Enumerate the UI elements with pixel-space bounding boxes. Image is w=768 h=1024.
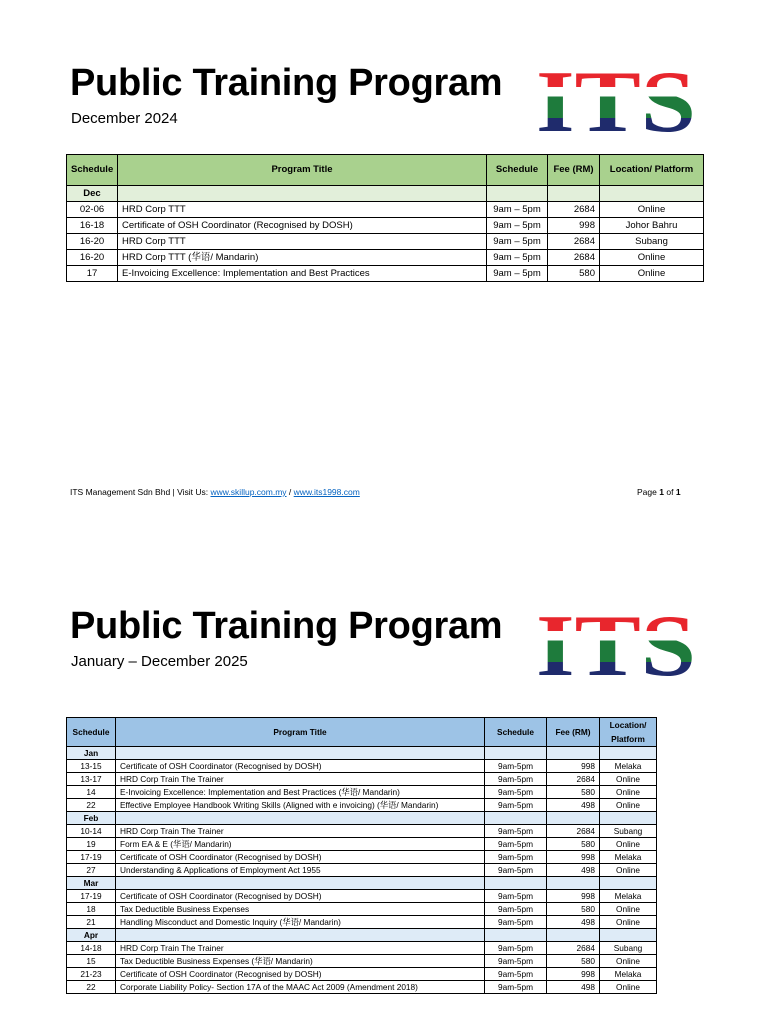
cell-location: Online [600, 864, 657, 877]
table-row [67, 218, 704, 234]
page-subtitle: January – December 2025 [71, 653, 248, 670]
cell-fee: 998 [547, 851, 600, 864]
table-row [67, 760, 657, 773]
cell-location: Subang [600, 942, 657, 955]
cell-date: 19 [67, 838, 116, 851]
cell-time: 9am – 5pm [487, 234, 548, 250]
cell-fee: 998 [547, 968, 600, 981]
cell-date: 22 [67, 799, 116, 812]
cell-date: 16-20 [67, 250, 118, 266]
page-total: 1 [675, 487, 681, 497]
page-title: Public Training Program [70, 62, 503, 104]
table-row [67, 838, 657, 851]
table-row [67, 864, 657, 877]
cell-location: Online [600, 981, 657, 994]
cell-time: 9am – 5pm [487, 202, 548, 218]
cell-program-title: HRD Corp TTT [118, 234, 487, 250]
cell-program-title: Certificate of OSH Coordinator (Recognised by DOSH) [118, 218, 487, 234]
table-row [67, 234, 704, 250]
table-row [67, 903, 657, 916]
cell-program-title: E-Invoicing Excellence: Implementation and Best Practices (华语/ Mandarin) [116, 786, 485, 799]
month-row [67, 186, 704, 202]
empty-cell [116, 747, 485, 760]
cell-fee: 580 [547, 955, 600, 968]
cell-program-title: Tax Deductible Business Expenses (华语/ Mandarin) [116, 955, 485, 968]
cell-program-title: Form EA & E (华语/ Mandarin) [116, 838, 485, 851]
cell-location: Online [600, 838, 657, 851]
cell-location: Melaka [600, 890, 657, 903]
cell-date: 21-23 [67, 968, 116, 981]
cell-location: Online [600, 202, 704, 218]
page-subtitle: December 2024 [71, 110, 178, 127]
cell-time: 9am-5pm [485, 981, 547, 994]
cell-location: Online [600, 799, 657, 812]
cell-time: 9am-5pm [485, 825, 547, 838]
cell-time: 9am-5pm [485, 773, 547, 786]
cell-program-title: Understanding & Applications of Employment Act 1955 [116, 864, 485, 877]
empty-cell [600, 929, 657, 942]
page-title: Public Training Program [70, 605, 503, 647]
empty-cell [116, 877, 485, 890]
cell-program-title: Certificate of OSH Coordinator (Recognised by DOSH) [116, 851, 485, 864]
cell-program-title: HRD Corp TTT (华语/ Mandarin) [118, 250, 487, 266]
cell-time: 9am – 5pm [487, 218, 548, 234]
cell-fee: 2684 [548, 234, 600, 250]
cell-date: 27 [67, 864, 116, 877]
cell-fee: 580 [547, 786, 600, 799]
cell-date: 17-19 [67, 890, 116, 903]
cell-location: Online [600, 250, 704, 266]
table-row [67, 250, 704, 266]
cell-fee: 998 [547, 890, 600, 903]
cell-fee: 2684 [547, 825, 600, 838]
header-program-title: Program Title [116, 718, 485, 747]
cell-time: 9am-5pm [485, 760, 547, 773]
cell-fee: 498 [547, 981, 600, 994]
cell-date: 10-14 [67, 825, 116, 838]
cell-program-title: Certificate of OSH Coordinator (Recognised by DOSH) [116, 760, 485, 773]
its-logo [535, 67, 697, 133]
header-location: Location/ Platform [600, 155, 704, 186]
month-row [67, 747, 657, 760]
month-label: Apr [67, 929, 116, 942]
cell-program-title: Effective Employee Handbook Writing Skills (Aligned with e invoicing) (华语/ Mandarin) [116, 799, 485, 812]
empty-cell [600, 186, 704, 202]
footer-company-text: ITS Management Sdn Bhd | Visit Us: [70, 487, 209, 497]
table-row [67, 773, 657, 786]
cell-fee: 2684 [548, 202, 600, 218]
cell-program-title: E-Invoicing Excellence: Implementation and Best Practices [118, 266, 487, 282]
cell-time: 9am – 5pm [487, 266, 548, 282]
header-schedule: Schedule [67, 155, 118, 186]
table-row [67, 955, 657, 968]
cell-location: Subang [600, 234, 704, 250]
table-row [67, 851, 657, 864]
skillup-link[interactable]: www.skillup.com.my [210, 487, 287, 497]
cell-program-title: Tax Deductible Business Expenses [116, 903, 485, 916]
cell-location: Johor Bahru [600, 218, 704, 234]
cell-location: Melaka [600, 968, 657, 981]
cell-date: 18 [67, 903, 116, 916]
cell-program-title: Handling Misconduct and Domestic Inquiry (华语/ Mandarin) [116, 916, 485, 929]
of-label: of [666, 487, 674, 497]
cell-time: 9am-5pm [485, 786, 547, 799]
table-row [67, 942, 657, 955]
table-row [67, 786, 657, 799]
cell-program-title: Corporate Liability Policy- Section 17A of the MAAC Act 2009 (Amendment 2018) [116, 981, 485, 994]
empty-cell [485, 747, 547, 760]
cell-time: 9am-5pm [485, 864, 547, 877]
table-body [67, 747, 657, 994]
table-header-row [67, 155, 704, 186]
month-label: Jan [67, 747, 116, 760]
empty-cell [548, 186, 600, 202]
cell-fee: 580 [547, 903, 600, 916]
cell-fee: 998 [547, 760, 600, 773]
cell-time: 9am-5pm [485, 942, 547, 955]
table-row [67, 266, 704, 282]
cell-date: 16-18 [67, 218, 118, 234]
table-row [67, 968, 657, 981]
table-row [67, 981, 657, 994]
cell-fee: 498 [547, 799, 600, 812]
cell-time: 9am-5pm [485, 890, 547, 903]
cell-date: 15 [67, 955, 116, 968]
table-row [67, 916, 657, 929]
cell-date: 13-15 [67, 760, 116, 773]
cell-time: 9am – 5pm [487, 250, 548, 266]
cell-location: Online [600, 903, 657, 916]
cell-location: Online [600, 916, 657, 929]
month-row [67, 877, 657, 890]
cell-location: Melaka [600, 760, 657, 773]
cell-location: Online [600, 266, 704, 282]
cell-date: 17 [67, 266, 118, 282]
cell-location: Melaka [600, 851, 657, 864]
cell-program-title: HRD Corp TTT [118, 202, 487, 218]
table-row [67, 890, 657, 903]
cell-program-title: Certificate of OSH Coordinator (Recognised by DOSH) [116, 890, 485, 903]
table-row [67, 825, 657, 838]
header-fee: Fee (RM) [547, 718, 600, 747]
empty-cell [600, 877, 657, 890]
table-body [67, 186, 704, 282]
cell-fee: 580 [548, 266, 600, 282]
header-program-title: Program Title [118, 155, 487, 186]
footer-company [70, 487, 360, 497]
empty-cell [118, 186, 487, 202]
schedule-table-2025 [66, 717, 657, 994]
month-row [67, 929, 657, 942]
cell-location: Online [600, 773, 657, 786]
its-logo-text: ITS [536, 67, 696, 133]
cell-fee: 2684 [548, 250, 600, 266]
empty-cell [600, 812, 657, 825]
table-row [67, 799, 657, 812]
its-logo-text: ITS [536, 611, 696, 677]
cell-date: 17-19 [67, 851, 116, 864]
its1998-link[interactable]: www.its1998.com [293, 487, 360, 497]
cell-fee: 2684 [547, 773, 600, 786]
cell-time: 9am-5pm [485, 903, 547, 916]
cell-date: 22 [67, 981, 116, 994]
cell-program-title: HRD Corp Train The Trainer [116, 825, 485, 838]
cell-date: 14-18 [67, 942, 116, 955]
cell-fee: 498 [547, 916, 600, 929]
page-2 [0, 540, 768, 1024]
empty-cell [487, 186, 548, 202]
header-location: Location/ Platform [600, 718, 657, 747]
cell-date: 02-06 [67, 202, 118, 218]
cell-date: 21 [67, 916, 116, 929]
empty-cell [485, 812, 547, 825]
cell-fee: 998 [548, 218, 600, 234]
cell-date: 16-20 [67, 234, 118, 250]
page-num: 1 [659, 487, 664, 497]
cell-time: 9am-5pm [485, 838, 547, 851]
empty-cell [116, 812, 485, 825]
cell-time: 9am-5pm [485, 799, 547, 812]
footer-separator: / [288, 487, 292, 497]
month-label: Feb [67, 812, 116, 825]
page-label: Page [637, 487, 657, 497]
cell-fee: 580 [547, 838, 600, 851]
month-row [67, 812, 657, 825]
cell-program-title: HRD Corp Train The Trainer [116, 773, 485, 786]
cell-location: Online [600, 955, 657, 968]
schedule-table-dec-2024 [66, 154, 704, 282]
cell-date: 13-17 [67, 773, 116, 786]
month-label: Mar [67, 877, 116, 890]
cell-program-title: Certificate of OSH Coordinator (Recognised by DOSH) [116, 968, 485, 981]
empty-cell [547, 812, 600, 825]
cell-location: Online [600, 786, 657, 799]
cell-time: 9am-5pm [485, 955, 547, 968]
its-logo [535, 611, 697, 677]
empty-cell [485, 877, 547, 890]
header-fee: Fee (RM) [548, 155, 600, 186]
cell-program-title: HRD Corp Train The Trainer [116, 942, 485, 955]
header-schedule: Schedule [67, 718, 116, 747]
empty-cell [547, 929, 600, 942]
cell-fee: 2684 [547, 942, 600, 955]
empty-cell [600, 747, 657, 760]
table-row [67, 202, 704, 218]
header-time: Schedule [485, 718, 547, 747]
cell-time: 9am-5pm [485, 968, 547, 981]
page-number [637, 487, 681, 497]
cell-location: Subang [600, 825, 657, 838]
cell-time: 9am-5pm [485, 851, 547, 864]
table-header-row [67, 718, 657, 747]
empty-cell [547, 877, 600, 890]
header-time: Schedule [487, 155, 548, 186]
cell-date: 14 [67, 786, 116, 799]
empty-cell [116, 929, 485, 942]
cell-time: 9am-5pm [485, 916, 547, 929]
empty-cell [485, 929, 547, 942]
month-label: Dec [67, 186, 118, 202]
empty-cell [547, 747, 600, 760]
cell-fee: 498 [547, 864, 600, 877]
